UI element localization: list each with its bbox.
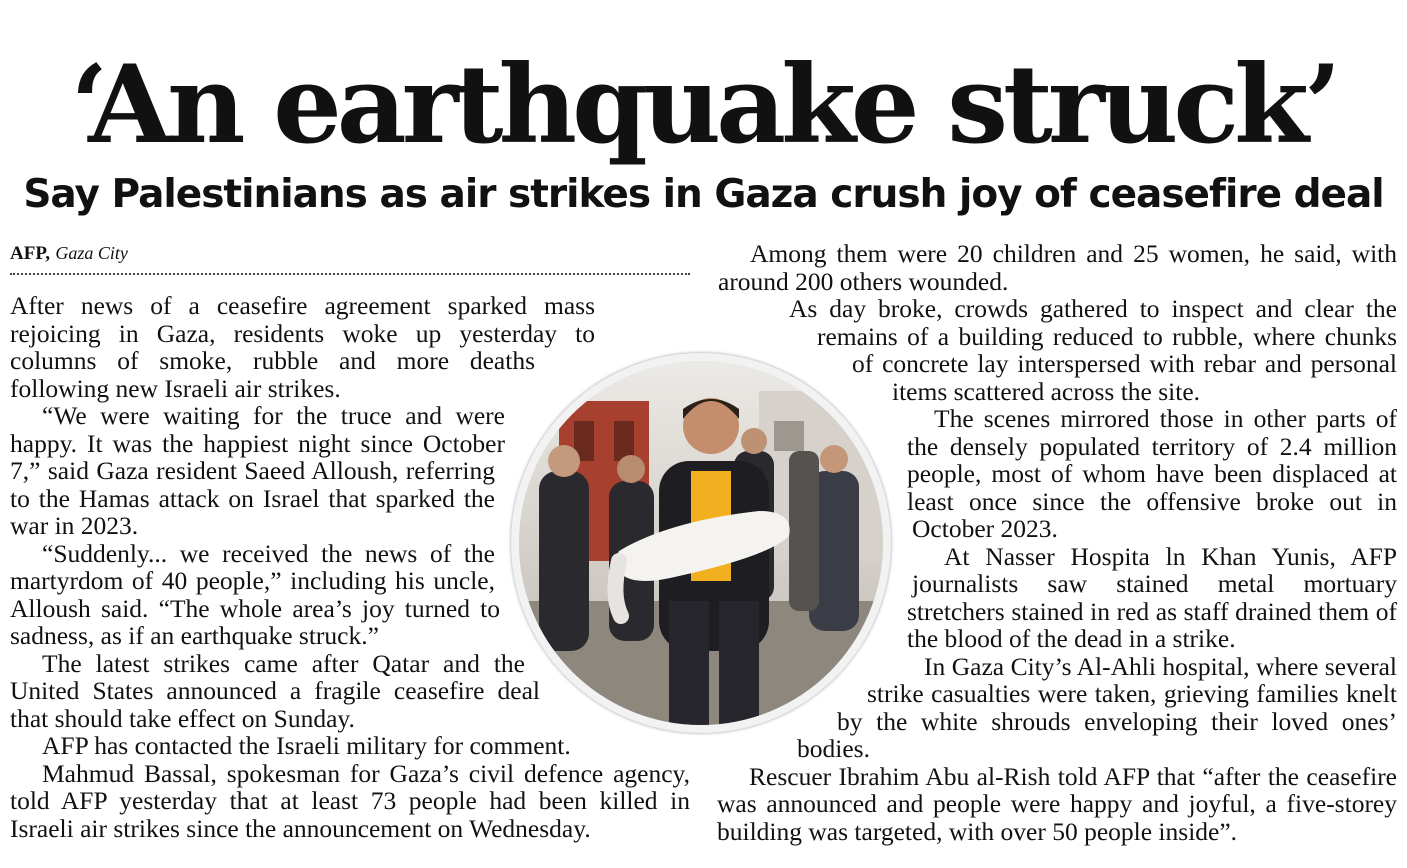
paragraph: The scenes mirrored those in other parts of the densely populated territory of 2.4 million people, most of whom have been displaced at least once since the offensive broke out in October 2023. <box>907 404 1397 543</box>
paragraph: Rescuer Ibrahim Abu al-Rish told AFP that “after the ceasefire was announced and people were happy and joyful, a five-storey building was targeted, with over 50 people inside”. <box>717 761 1397 846</box>
paragraph: “We were waiting for the truce and were happy. It was the happiest night since October 7,” said Gaza resident Saeed Alloush, referring to the Hamas attack on Israel that sparked the war in 2023. <box>10 401 505 540</box>
byline-place: Gaza City <box>55 243 128 263</box>
paragraph: In Gaza City’s Al-Ahli hospital, where several strike casualties were taken, grieving families knelt by the white shrouds enveloping their loved ones’ bodies. <box>797 651 1397 763</box>
paragraph: “Suddenly... we received the news of the martyrdom of 40 people,” including his uncle, Alloush said. “The whole area’s joy turned to sadness, as if an earthquake struck.” <box>10 538 500 650</box>
byline <box>10 240 690 275</box>
paragraph: At Nasser Hospita ln Khan Yunis, AFP journalists saw stained metal mortuary stretchers stained in red as staff drained them of the blood of the dead in a strike. <box>907 541 1397 653</box>
article-photo <box>511 353 891 733</box>
paragraph: AFP has contacted the Israeli military for comment. <box>42 731 571 760</box>
subheadline: Say Palestinians as air strikes in Gaza crush joy of ceasefire deal <box>23 172 1384 217</box>
paragraph: As day broke, crowds gathered to inspect and clear the remains of a building reduced to rubble, where chunks of concrete lay interspersed with rebar and personal items scattered across the site. <box>789 294 1397 406</box>
paragraph: Among them were 20 children and 25 women, he said, with around 200 others wounded. <box>718 239 1397 296</box>
paragraph: Mahmud Bassal, spokesman for Gaza’s civil defence agency, told AFP yesterday that at least 73 people had been killed in Israeli air strikes since the announcement on Wednesday. <box>10 758 690 843</box>
photo-scene <box>519 361 883 725</box>
byline-agency: AFP, <box>10 243 50 264</box>
paragraph: The latest strikes came after Qatar and the United States announced a fragile ceasefire deal that should take effect on Sunday. <box>10 648 540 733</box>
paragraph: After news of a ceasefire agreement sparked mass rejoicing in Gaza, residents woke up yesterday to columns of smoke, rubble and more deaths following new Israeli air strikes. <box>10 291 595 403</box>
headline: ‘An earthquake struck’ <box>70 42 1337 168</box>
